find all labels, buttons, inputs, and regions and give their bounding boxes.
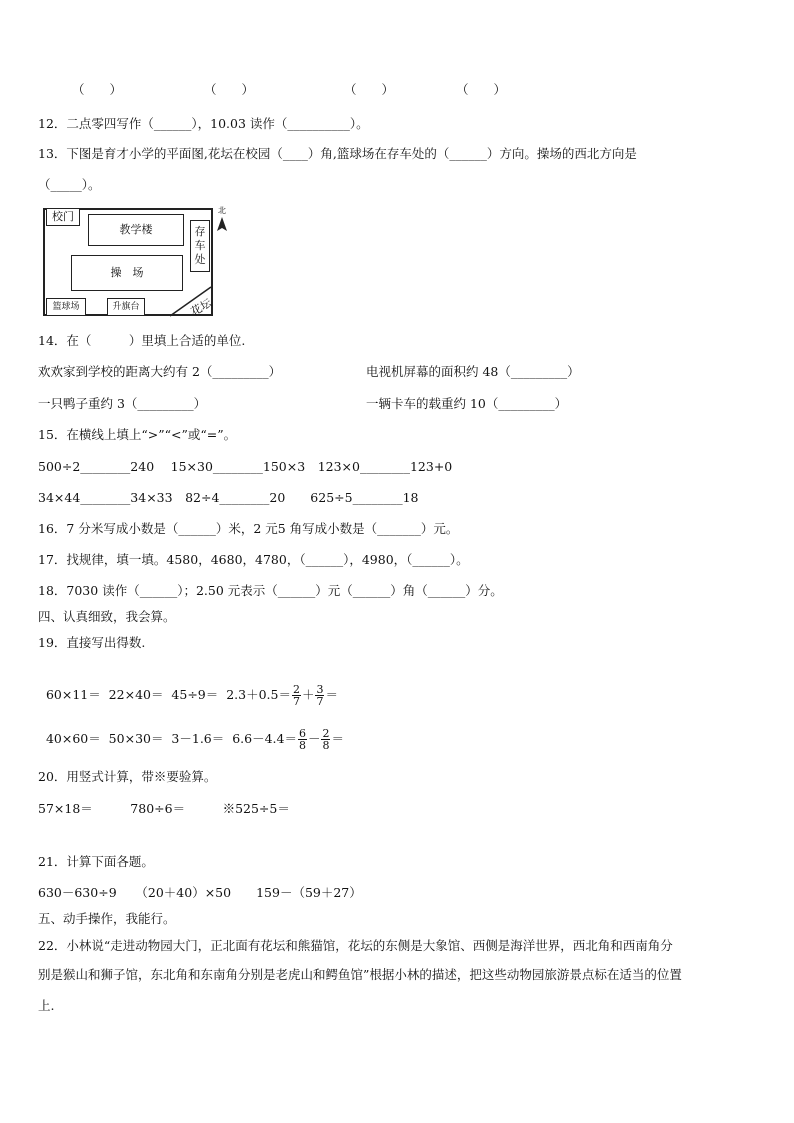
question-21-row: 630－630÷9 （20＋40）×50 159－（59＋27） <box>38 885 362 900</box>
question-22-line2: 别是猴山和狮子馆，东北角和东南角分别是老虎山和鳄鱼馆”根据小林的描述，把这些动物园旅游景点标在适当的位置 <box>38 967 682 982</box>
question-20-row: 57×18＝ 780÷6＝ ※525÷5＝ <box>38 801 290 816</box>
question-15-row2: 34×44________34×33 82÷4________20 625÷5________18 <box>38 490 419 505</box>
question-22-line1: 22．小林说“走进动物园大门，正北面有花坛和熊猫馆，花坛的东侧是大象馆、西侧是海洋世界，西北角和西南角分 <box>38 938 673 953</box>
question-19-row2 <box>38 712 344 751</box>
school-plan-map <box>40 203 238 319</box>
question-19-head: 19．直接写出得数. <box>38 635 146 650</box>
fraction-2-7: $\frac{2}{7}$ <box>292 683 300 708</box>
question-16: 16．7 分米写成小数是（______）米，2 元5 角写成小数是（_______）元。 <box>38 521 459 536</box>
question-13-line1: 13．下图是育才小学的平面图,花坛在校园（____）角,篮球场在存车处的（______）方向。操场的西北方向是 <box>38 146 637 161</box>
question-15-row1: 500÷2________240 15×30________150×3 123×0________123+0 <box>38 459 453 474</box>
question-14-head: 14．在（ ）里填上合适的单位. <box>38 333 246 348</box>
question-14-b: 电视机屏幕的面积约 48（_________） <box>366 364 580 379</box>
north-arrow-icon <box>216 217 228 233</box>
question-12: 12．二点零四写作（______），10.03 读作（__________）。 <box>38 116 369 131</box>
question-21-head: 21．计算下面各题。 <box>38 854 154 869</box>
section-4-title: 四、认真细致，我会算。 <box>38 609 176 624</box>
answer-blank-3: （ ） <box>344 82 395 97</box>
fraction-6-8: $\frac{6}{8}$ <box>298 727 306 752</box>
answer-blank-1: （ ） <box>72 82 123 97</box>
q19-row2-expressions: 40×60＝ 50×30＝ 3－1.6＝ 6.6－4.4＝ <box>45 731 297 746</box>
question-17: 17．找规律，填一填。4580，4680，4780，（______），4980，（______）。 <box>38 552 469 567</box>
question-14-a: 欢欢家到学校的距离大约有 2（_________） <box>38 364 282 379</box>
q19-row1-expressions: 60×11＝ 22×40＝ 45÷9＝ 2.3＋0.5＝ <box>45 687 291 702</box>
map-playground: 操 场 <box>71 255 183 291</box>
question-13-line2: （_____）。 <box>38 177 101 192</box>
question-18: 18．7030 读作（______）；2.50 元表示（______）元（______）角（______）分。 <box>38 583 503 598</box>
map-basketball-court: 篮球场 <box>46 298 86 316</box>
equals-sign: ＝ <box>325 687 338 702</box>
answer-blank-2: （ ） <box>204 82 255 97</box>
plus-sign: ＋ <box>301 687 315 702</box>
question-20-head: 20．用竖式计算，带※要验算。 <box>38 769 217 784</box>
minus-sign: － <box>307 731 321 746</box>
map-garden: 花坛 <box>188 296 215 319</box>
question-14-d: 一辆卡车的载重约 10（_________） <box>366 396 568 411</box>
question-14-c: 一只鸭子重约 3（_________） <box>38 396 207 411</box>
question-22-line3: 上. <box>38 998 55 1013</box>
map-flag-platform: 升旗台 <box>107 298 145 316</box>
north-label: 北 <box>218 206 226 215</box>
equals-sign-2: ＝ <box>331 731 344 746</box>
question-15-head: 15．在横线上填上“>”“<”或“=”。 <box>38 427 237 442</box>
fraction-3-7: $\frac{3}{7}$ <box>316 683 324 708</box>
answer-blank-4: （ ） <box>456 82 507 97</box>
section-5-title: 五、动手操作，我能行。 <box>38 911 176 926</box>
fraction-2-8: $\frac{2}{8}$ <box>322 727 330 752</box>
map-bike-parking: 存车处 <box>190 220 210 272</box>
map-teaching-building: 教学楼 <box>88 214 184 246</box>
map-gate: 校门 <box>46 208 80 226</box>
question-19-row1 <box>38 668 338 707</box>
